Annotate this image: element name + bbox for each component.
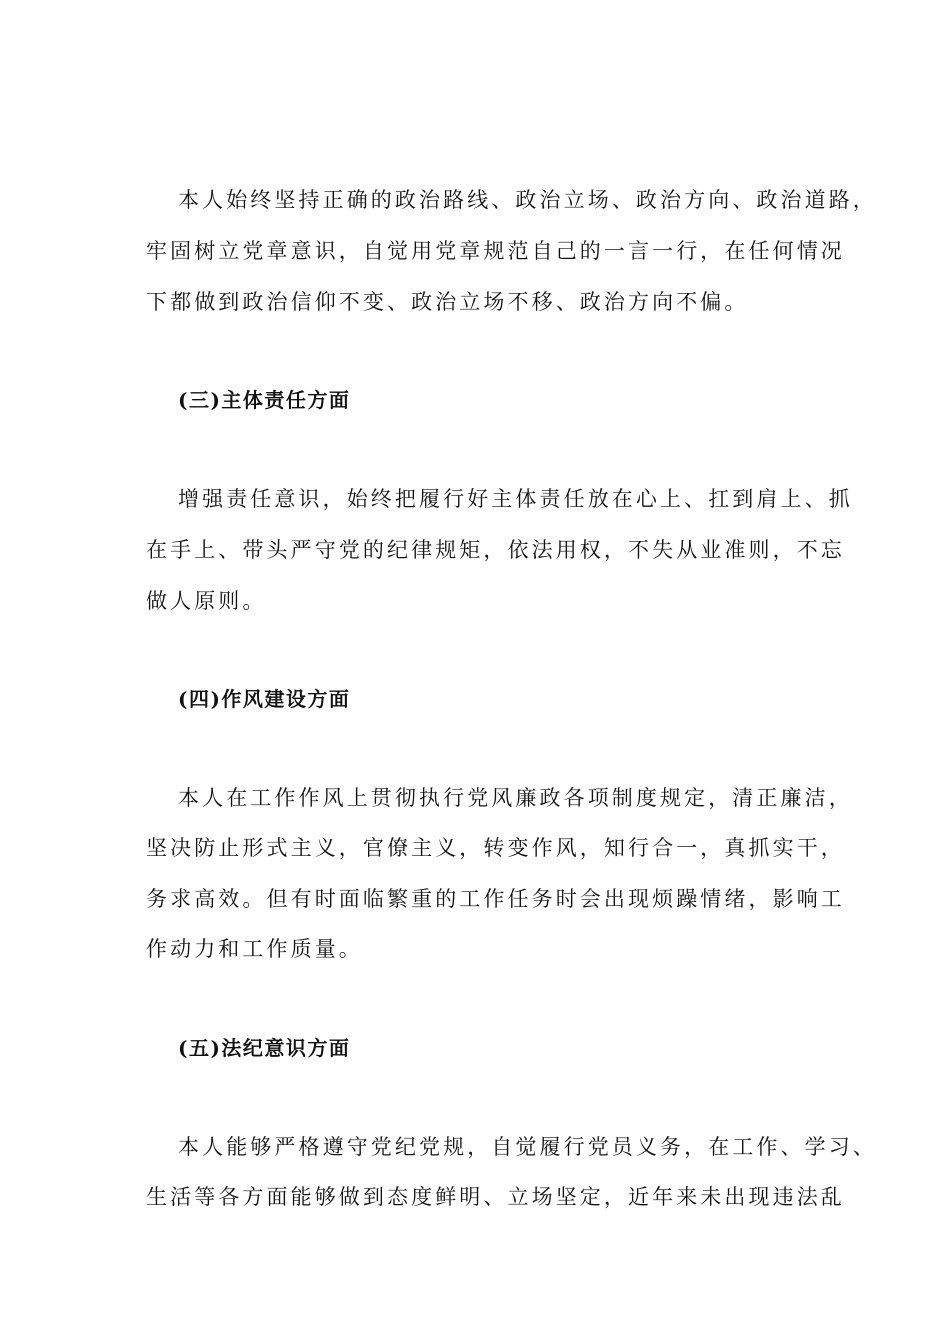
paragraph-3-line-4: 作动力和工作质量。 [146, 937, 363, 961]
paragraph-1-line-1: 本人始终坚持正确的政治路线、政治立场、政治方向、政治道路， [178, 188, 877, 212]
section-heading-3: (三)主体责任方面 [178, 388, 351, 412]
paragraph-4-line-2: 生活等各方面能够做到态度鲜明、立场坚定，近年来未出现违法乱 [146, 1185, 845, 1209]
paragraph-3-line-3: 务求高效。但有时面临繁重的工作任务时会出现烦躁情绪，影响工 [146, 887, 845, 911]
paragraph-3-line-2: 坚决防止形式主义，官僚主义，转变作风，知行合一，真抓实干， [146, 836, 845, 860]
section-heading-5: (五)法纪意识方面 [178, 1036, 351, 1060]
paragraph-4-line-1: 本人能够严格遵守党纪党规，自觉履行党员义务，在工作、学习、 [178, 1135, 877, 1159]
paragraph-2-line-2: 在手上、带头严守党的纪律规矩，依法用权，不失从业准则，不忘 [146, 538, 845, 562]
paragraph-1-line-3: 下都做到政治信仰不变、政治立场不移、政治方向不偏。 [146, 290, 749, 314]
paragraph-2-line-1: 增强责任意识，始终把履行好主体责任放在心上、扛到肩上、抓 [178, 487, 853, 511]
paragraph-3-line-1: 本人在工作作风上贯彻执行党风廉政各项制度规定，清正廉洁， [178, 786, 853, 810]
paragraph-2-line-3: 做人原则。 [146, 589, 267, 613]
paragraph-1-line-2: 牢固树立党章意识，自觉用党章规范自己的一言一行，在任何情况 [146, 239, 845, 263]
section-heading-4: (四)作风建设方面 [178, 687, 351, 711]
